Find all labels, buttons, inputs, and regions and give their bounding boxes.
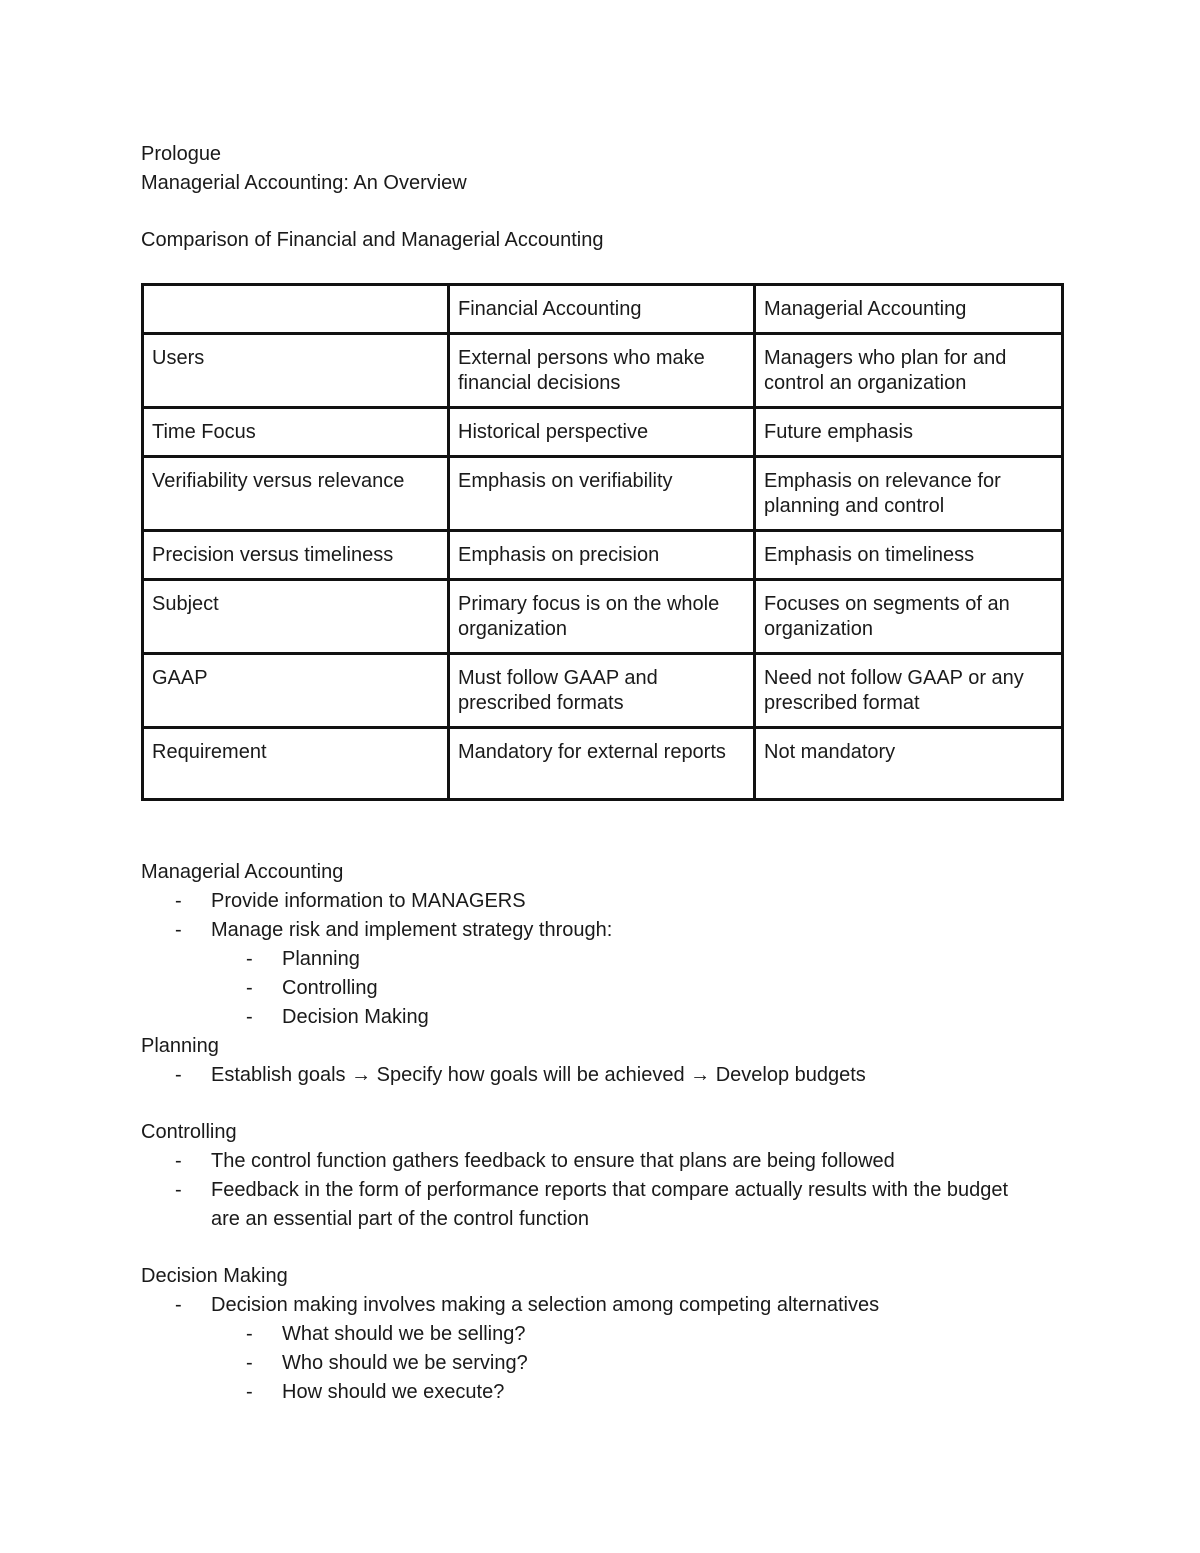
table-cell: Users	[143, 334, 449, 408]
table-cell: Future emphasis	[755, 408, 1063, 457]
table-cell: Verifiability versus relevance	[143, 457, 449, 531]
planning-list	[141, 1061, 1061, 1090]
document-subtitle: Managerial Accounting: An Overview	[141, 172, 467, 194]
table-cell: External persons who make financial decisions	[449, 334, 755, 408]
comparison-title: Comparison of Financial and Managerial Accounting	[141, 229, 604, 251]
document-heading: Prologue	[141, 143, 222, 165]
list-item: - The control function gathers feedback to ensure that plans are being followed	[141, 1147, 1061, 1176]
table-cell: Requirement	[143, 728, 449, 800]
document-page	[141, 140, 1061, 1407]
list-item: - Feedback in the form of performance reports that compare actually results with the budget are an essential part of the control function	[141, 1176, 1061, 1234]
table-row	[143, 334, 1063, 408]
table-row	[143, 408, 1063, 457]
table-cell: Mandatory for external reports	[449, 728, 755, 800]
list-item: - Provide information to MANAGERS	[141, 887, 1061, 916]
table-header-row	[143, 285, 1063, 334]
list-item: - Establish goals → Specify how goals will be achieved → Develop budgets	[141, 1061, 1061, 1090]
table-cell: Precision versus timeliness	[143, 531, 449, 580]
header-cell-empty	[143, 285, 449, 334]
header-cell-financial: Financial Accounting	[449, 285, 755, 334]
decision-list	[141, 1291, 1061, 1407]
table-cell: Emphasis on precision	[449, 531, 755, 580]
table-cell: Emphasis on verifiability	[449, 457, 755, 531]
decision-sublist	[282, 1320, 1061, 1407]
table-row	[143, 531, 1063, 580]
managerial-sublist	[282, 945, 1061, 1032]
list-item: - Decision making involves making a selection among competing alternatives - What should we be selling? - Who should we be serving? - How should we execute?	[141, 1291, 1061, 1407]
planning-section-title: Planning	[141, 1035, 219, 1057]
table-cell: Focuses on segments of an organization	[755, 580, 1063, 654]
list-item: - Controlling	[212, 974, 1061, 1003]
controlling-section-title: Controlling	[141, 1121, 237, 1143]
list-item: - Decision Making	[212, 1003, 1061, 1032]
list-item: - How should we execute?	[212, 1378, 1061, 1407]
table-row	[143, 580, 1063, 654]
header-cell-managerial: Managerial Accounting	[755, 285, 1063, 334]
table-cell: Not mandatory	[755, 728, 1063, 800]
table-cell: Historical perspective	[449, 408, 755, 457]
table-cell: Emphasis on timeliness	[755, 531, 1063, 580]
table-cell: Primary focus is on the whole organization	[449, 580, 755, 654]
managerial-list	[141, 887, 1061, 1032]
table-cell: Managers who plan for and control an organization	[755, 334, 1063, 408]
list-item: - Planning	[212, 945, 1061, 974]
table-cell: Subject	[143, 580, 449, 654]
table-cell: Need not follow GAAP or any prescribed format	[755, 654, 1063, 728]
table-cell: GAAP	[143, 654, 449, 728]
table-row	[143, 728, 1063, 800]
table-cell: Emphasis on relevance for planning and control	[755, 457, 1063, 531]
list-item: - Who should we be serving?	[212, 1349, 1061, 1378]
decision-section-title: Decision Making	[141, 1265, 288, 1287]
managerial-section-title: Managerial Accounting	[141, 861, 344, 883]
list-item: - What should we be selling?	[212, 1320, 1061, 1349]
table-cell: Time Focus	[143, 408, 449, 457]
controlling-list	[141, 1147, 1061, 1234]
list-item: - Manage risk and implement strategy through: - Planning - Controlling - Decision Making	[141, 916, 1061, 1032]
comparison-table	[141, 283, 1064, 801]
table-row	[143, 654, 1063, 728]
table-cell: Must follow GAAP and prescribed formats	[449, 654, 755, 728]
table-row	[143, 457, 1063, 531]
